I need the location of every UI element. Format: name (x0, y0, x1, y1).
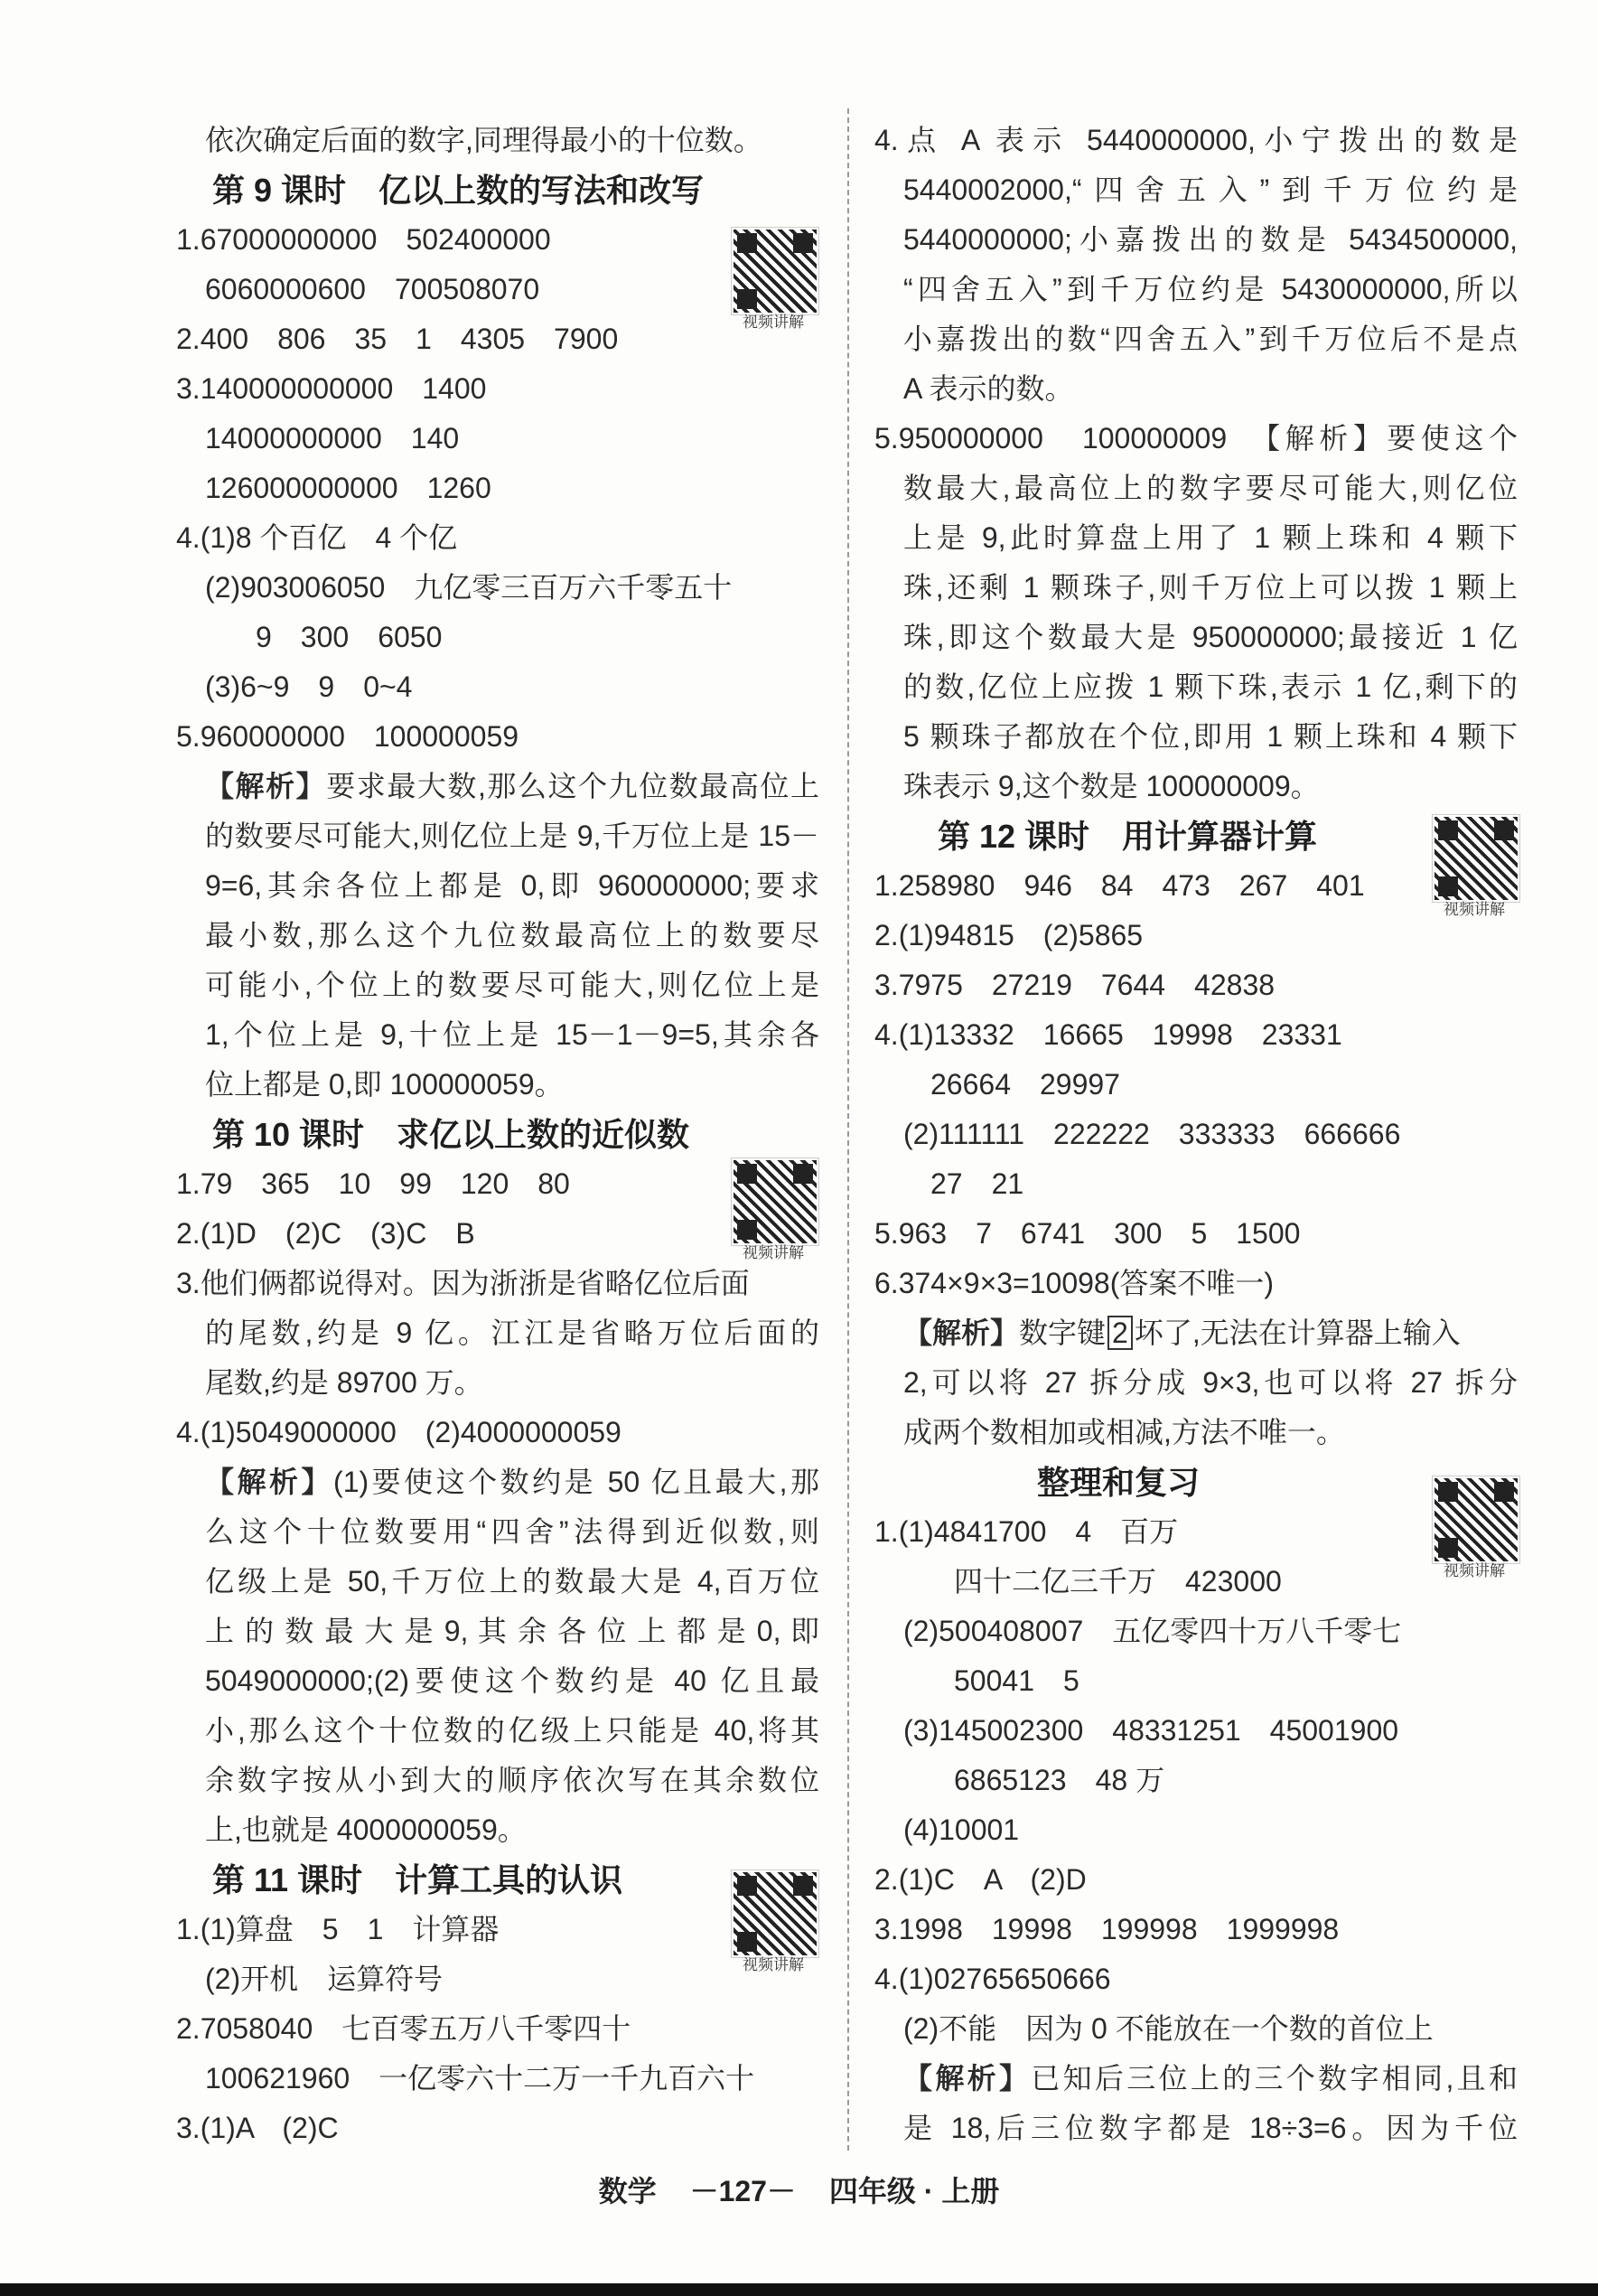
line-text: 5.960000000 100000059 (176, 720, 519, 753)
line-text: 的数要尽可能大,则亿位上是 9,千万位上是 15－ (205, 820, 819, 852)
answer-line (176, 1756, 819, 1805)
line-text: 最小数,那么这个九位数最高位上的数要尽 (205, 919, 819, 951)
answer-line (176, 116, 819, 165)
scan-edge-band (0, 2283, 1598, 2296)
answer-line (176, 215, 819, 265)
answer-line (874, 116, 1518, 165)
answer-line (176, 513, 819, 563)
line-text: 3.他们俩都说得对。因为浙浙是省略亿位后面 (176, 1267, 750, 1299)
line-text: 第 10 课时 求亿以上数的近似数 (176, 1116, 690, 1153)
answer-line (176, 265, 819, 314)
line-text: 珠表示 9,这个数是 100000009。 (903, 770, 1320, 802)
answer-line (874, 1607, 1518, 1656)
line-text: (2)开机 运算符号 (205, 1963, 444, 1995)
answer-line (176, 1607, 819, 1656)
line-text: 四十二亿三千万 423000 (954, 1565, 1282, 1598)
answer-line (874, 1209, 1518, 1259)
line-text: (2)不能 因为 0 不能放在一个数的首位上 (903, 2012, 1434, 2045)
line-text: 么这个十位数要用“四舍”法得到近似数,则 (205, 1515, 819, 1548)
answer-line (874, 563, 1518, 613)
answer-line (176, 662, 819, 712)
answer-line (176, 712, 819, 762)
qr-caption: 视频讲解 (743, 314, 804, 331)
section-heading (874, 1457, 1518, 1507)
line-text: 数最大,最高位上的数字要尽可能大,则亿位 (903, 472, 1518, 504)
answer-line (176, 1010, 819, 1060)
line-text: 5440000000;小嘉拨出的数是 5434500000, (903, 223, 1518, 256)
analysis-tag: 【解析】 (903, 2062, 1032, 2095)
answer-line (176, 911, 819, 961)
qr-code-lesson-9[interactable] (732, 228, 818, 314)
qr-code-lesson-12[interactable] (1433, 815, 1519, 902)
line-text: 3.140000000000 1400 (176, 372, 487, 405)
line-text: 3.(1)A (2)C (176, 2112, 339, 2144)
section-heading (176, 1110, 819, 1159)
answer-line (176, 1557, 819, 1607)
answer-line (874, 911, 1518, 961)
answer-line (874, 1060, 1518, 1110)
line-text: 已知后三位上的三个数字相同,且和 (1031, 2062, 1518, 2095)
column-divider (847, 108, 849, 2151)
answer-line (176, 1954, 819, 2004)
line-text: 6865123 48 万 (954, 1764, 1165, 1796)
section-heading (176, 165, 819, 215)
answer-line (874, 364, 1518, 414)
answer-line (874, 1010, 1518, 1060)
line-text: 6.374×9×3=10098(答案不唯一) (874, 1267, 1275, 1299)
answer-line (176, 464, 819, 513)
answer-line (874, 961, 1518, 1010)
line-text: 第 9 课时 亿以上数的写法和改写 (176, 172, 705, 209)
line-text: 2,可以将 27 拆分成 9×3,也可以将 27 拆分 (903, 1366, 1518, 1399)
answer-line (874, 464, 1518, 513)
answer-line (874, 1954, 1518, 2004)
answer-line (176, 1905, 819, 1954)
answer-line (874, 1706, 1518, 1756)
line-text: 1.79 365 10 99 120 80 (176, 1167, 570, 1200)
line-text: 的尾数,约是 9 亿。江江是省略万位后面的 (205, 1317, 819, 1349)
answer-line (176, 1060, 819, 1110)
line-text: (2)903006050 九亿零三百万六千零五十 (205, 571, 733, 604)
line-text: (3)145002300 48331251 45001900 (903, 1714, 1399, 1747)
line-text: 1.(1)算盘 5 1 计算器 (176, 1913, 500, 1945)
answer-line (874, 1408, 1518, 1457)
answer-line (874, 1855, 1518, 1905)
line-text: 4.(1)02765650666 (874, 1963, 1111, 1995)
line-text: 5440002000,“四舍五入”到千万位约是 (903, 173, 1518, 206)
qr-caption: 视频讲解 (743, 1956, 804, 1973)
line-text: 2.(1)D (2)C (3)C B (176, 1217, 475, 1250)
answer-line (874, 513, 1518, 563)
answer-line (874, 2004, 1518, 2054)
boxed-key: 2 (1107, 1316, 1133, 1350)
qr-code-lesson-10[interactable] (732, 1158, 818, 1245)
line-text: 坏了,无法在计算器上输入 (1134, 1317, 1461, 1349)
line-text: 9 300 6050 (256, 621, 443, 653)
line-text: 要求最大数,那么这个九位数最高位上 (326, 770, 819, 802)
answer-line (176, 811, 819, 861)
line-text: (1)要使这个数约是 50 亿且最大,那 (333, 1466, 819, 1498)
line-text: 成两个数相加或相减,方法不唯一。 (903, 1416, 1345, 1448)
line-text: 14000000000 140 (205, 422, 460, 455)
answer-line (176, 1408, 819, 1457)
qr-caption: 视频讲解 (1444, 1562, 1505, 1579)
line-text: 50041 5 (954, 1664, 1079, 1697)
right-column (874, 116, 1518, 2153)
section-heading (874, 811, 1518, 861)
qr-caption: 视频讲解 (1444, 901, 1505, 918)
answer-line (874, 1358, 1518, 1408)
line-text: (3)6~9 9 0~4 (205, 670, 413, 703)
answer-line (874, 2054, 1518, 2104)
answer-line (176, 961, 819, 1010)
line-text: 上,也就是 4000000059。 (205, 1813, 527, 1846)
section-heading (176, 1855, 819, 1905)
answer-line (176, 1706, 819, 1756)
qr-code-lesson-11[interactable] (732, 1870, 818, 1957)
line-text: 2.400 806 35 1 4305 7900 (176, 323, 619, 355)
line-text: 5.950000000 100000009 【解析】要使这个 (874, 422, 1518, 455)
line-text: 1.258980 946 84 473 267 401 (874, 869, 1365, 902)
line-text: 4.(1)13332 16665 19998 23331 (874, 1018, 1342, 1051)
line-text: 3.1998 19998 199998 1999998 (874, 1913, 1340, 1945)
line-text: 2.(1)94815 (2)5865 (874, 919, 1144, 951)
answer-line (176, 364, 819, 414)
analysis-tag: 【解析】 (205, 1466, 334, 1498)
page-number: －127－ (689, 2175, 796, 2207)
line-text: 小,那么这个十位数的亿级上只能是 40,将其 (205, 1714, 819, 1747)
page-footer (0, 2169, 1598, 2210)
line-text: 3.7975 27219 7644 42838 (874, 969, 1276, 1001)
answer-line (176, 1805, 819, 1855)
line-text: 依次确定后面的数字,同理得最小的十位数。 (205, 124, 762, 156)
line-text: 数字键 (1019, 1317, 1107, 1349)
answer-line (176, 1507, 819, 1557)
line-text: 26664 29997 (930, 1068, 1120, 1101)
line-text: 尾数,约是 89700 万。 (205, 1366, 483, 1399)
analysis-tag: 【解析】 (205, 770, 327, 802)
answer-line (874, 414, 1518, 464)
line-text: 1,个位上是 9,十位上是 15－1－9=5,其余各 (205, 1018, 819, 1051)
answer-line (874, 1905, 1518, 1954)
answer-line (874, 2104, 1518, 2153)
answer-line (176, 1259, 819, 1308)
footer-subject: 数学 (598, 2175, 657, 2207)
answer-line (874, 712, 1518, 762)
left-column (176, 116, 819, 2153)
line-text: (2)111111 222222 333333 666666 (903, 1118, 1401, 1150)
line-text: (4)10001 (903, 1813, 1020, 1846)
line-text: 1.67000000000 502400000 (176, 223, 551, 256)
line-text: 2.(1)C A (2)D (874, 1863, 1087, 1896)
answer-line (874, 265, 1518, 314)
answer-line (176, 563, 819, 613)
answer-line (176, 1656, 819, 1706)
line-text: 1.(1)4841700 4 百万 (874, 1515, 1179, 1548)
line-text: A 表示的数。 (903, 372, 1074, 405)
answer-line (874, 1656, 1518, 1706)
answer-line (874, 1507, 1518, 1557)
answer-line (176, 762, 819, 811)
answer-line (176, 2054, 819, 2104)
line-text: 5 颗珠子都放在个位,即用 1 颗上珠和 4 颗下 (903, 720, 1518, 753)
line-text: 珠,还剩 1 颗珠子,则千万位上可以拨 1 颗上 (903, 571, 1518, 604)
answer-line (874, 613, 1518, 662)
footer-grade: 四年级 · 上册 (828, 2175, 1000, 2207)
line-text: 可能小,个位上的数要尽可能大,则亿位上是 (205, 969, 819, 1001)
analysis-tag: 【解析】 (903, 1317, 1020, 1349)
line-text: 第 12 课时 用计算器计算 (874, 818, 1318, 855)
line-text: 是 18,后三位数字都是 18÷3=6。因为千位 (903, 2112, 1518, 2144)
answer-line (874, 1805, 1518, 1855)
answer-line (874, 1259, 1518, 1308)
answer-line (176, 1209, 819, 1259)
line-text: 亿级上是 50,千万位上的数最大是 4,百万位 (205, 1565, 819, 1598)
answer-line (176, 1159, 819, 1209)
answer-line (874, 762, 1518, 811)
answer-line (874, 1308, 1518, 1358)
line-text: 27 21 (930, 1167, 1024, 1200)
line-text: 上 的 数 最 大 是 9, 其 余 各 位 上 都 是 0, 即 (205, 1615, 819, 1647)
answer-line (874, 662, 1518, 712)
line-text: 4.点 A 表示 5440000000,小宁拨出的数是 (874, 124, 1518, 156)
answer-line (874, 314, 1518, 364)
answer-line (176, 2004, 819, 2054)
answer-line (874, 165, 1518, 215)
answer-line (874, 861, 1518, 911)
line-text: 位上都是 0,即 100000059。 (205, 1068, 564, 1101)
line-text: 2.7058040 七百零五万八千零四十 (176, 2012, 631, 2045)
line-text: 100621960 一亿零六十二万一千九百六十 (205, 2062, 755, 2095)
line-text: 4.(1)8 个百亿 4 个亿 (176, 521, 458, 554)
line-text: 小嘉拨出的数“四舍五入”到千万位后不是点 (903, 323, 1518, 355)
line-text: 9=6,其余各位上都是 0,即 960000000;要求 (205, 869, 819, 902)
answer-line (176, 314, 819, 364)
qr-code-review[interactable] (1433, 1476, 1519, 1563)
line-text: 珠,即这个数最大是 950000000;最接近 1 亿 (903, 621, 1518, 653)
line-text: 上是 9,此时算盘上用了 1 颗上珠和 4 颗下 (903, 521, 1518, 554)
answer-line (176, 861, 819, 911)
answer-line (176, 1358, 819, 1408)
line-text: 整理和复习 (874, 1464, 1201, 1501)
line-text: 126000000000 1260 (205, 472, 491, 504)
answer-line (874, 1110, 1518, 1159)
line-text: 5049000000;(2)要使这个数约是 40 亿且最 (205, 1664, 819, 1697)
line-text: 第 11 课时 计算工具的认识 (176, 1861, 623, 1898)
answer-line (874, 1557, 1518, 1607)
answer-line (176, 1308, 819, 1358)
line-text: 余数字按从小到大的顺序依次写在其余数位 (205, 1764, 819, 1796)
answer-line (874, 1159, 1518, 1209)
line-text: “四舍五入”到千万位约是 5430000000,所以 (903, 273, 1518, 305)
answer-line (874, 215, 1518, 265)
line-text: 5.963 7 6741 300 5 1500 (874, 1217, 1301, 1250)
answer-line (874, 1756, 1518, 1805)
line-text: 6060000600 700508070 (205, 273, 540, 305)
answer-line (176, 1457, 819, 1507)
line-text: (2)500408007 五亿零四十万八千零七 (903, 1615, 1402, 1647)
qr-caption: 视频讲解 (743, 1244, 804, 1261)
line-text: 4.(1)5049000000 (2)4000000059 (176, 1416, 621, 1448)
line-text: 的数,亿位上应拨 1 颗下珠,表示 1 亿,剩下的 (903, 670, 1518, 703)
answer-line (176, 2104, 819, 2153)
answer-line (176, 613, 819, 662)
answer-line (176, 414, 819, 464)
